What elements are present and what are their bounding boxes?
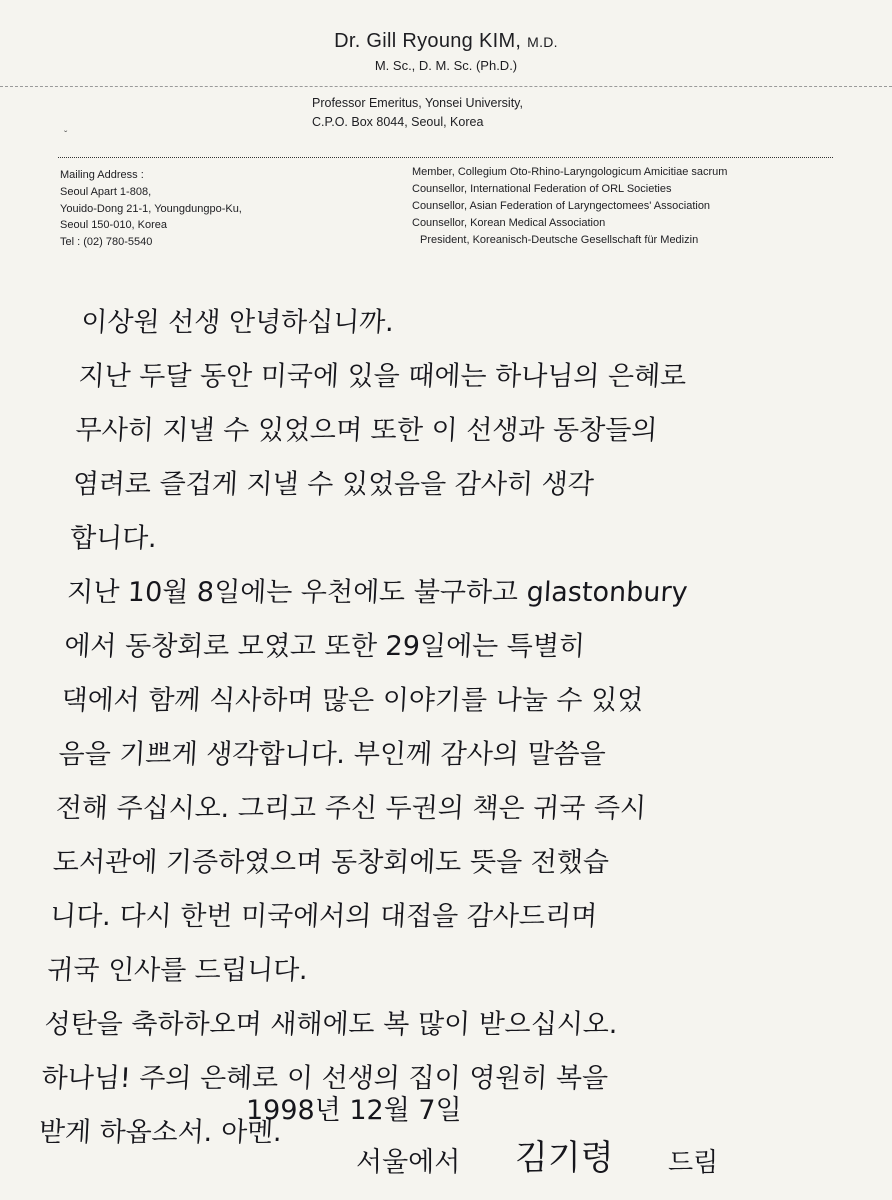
letter-line: 합니다. <box>69 523 158 554</box>
address-line: Seoul 150-010, Korea <box>60 219 168 232</box>
membership-item: Counsellor, Korean Medical Association <box>412 217 606 229</box>
membership-item: President, Koreanisch-Deutsche Gesellschaft für Medizin <box>420 234 699 246</box>
address-line: Seoul Apart 1-808, <box>60 185 152 198</box>
letterhead-name <box>0 30 892 53</box>
letter-line: 성탄을 축하하오며 새해에도 복 많이 받으십시오. <box>43 1009 619 1040</box>
professor-title: Professor Emeritus, Yonsei University, <box>312 96 523 110</box>
membership-item: Counsellor, International Federation of ORL Societies <box>412 183 672 195</box>
membership-item: Counsellor, Asian Federation of Laryngectomees' Association <box>412 200 711 212</box>
mailing-label: Mailing Address : <box>60 169 144 181</box>
postal-box: C.P.O. Box 8044, Seoul, Korea <box>312 115 484 129</box>
letter-date: 1998년 12월 7일 <box>246 1095 462 1126</box>
letter-line: 전해 주십시오. 그리고 주신 두권의 책은 귀국 즉시 <box>54 793 647 824</box>
letter-line: 음을 기쁘게 생각합니다. 부인께 감사의 말씀을 <box>57 739 607 770</box>
letter-line: 에서 동창회로 모였고 또한 29일에는 특별히 <box>63 631 586 662</box>
professor-block <box>312 94 523 132</box>
letter-line: 귀국 인사를 드립니다. <box>46 955 309 986</box>
letter-line: 하나님! 주의 은혜로 이 선생의 집이 영원히 복을 <box>40 1063 609 1094</box>
letter-line: 니다. 다시 한번 미국에서의 대접을 감사드리며 <box>49 901 598 932</box>
letter-line: 지난 10월 8일에는 우천에도 불구하고 glastonbury <box>66 577 689 608</box>
letterhead-divider <box>58 157 833 158</box>
letterhead-degrees: M. Sc., D. M. Sc. (Ph.D.) <box>374 58 518 73</box>
letter-line: 도서관에 기증하였으며 동창회에도 뜻을 전했습 <box>52 847 610 878</box>
membership-list <box>412 164 727 249</box>
letter-line: 지난 두달 동안 미국에 있을 때에는 하나님의 은혜로 <box>77 361 688 392</box>
signature-closing: 드림 <box>668 1148 719 1178</box>
telephone-line: Tel : (02) 780-5540 <box>60 236 153 249</box>
handwritten-letter-body <box>37 296 882 1160</box>
header-divider <box>0 86 892 87</box>
letter-line: 이상원 선생 안녕하십니까. <box>80 307 395 338</box>
punch-mark: ˇ <box>64 130 68 141</box>
letter-line: 무사히 지낼 수 있었으며 또한 이 선생과 동창들의 <box>74 415 659 446</box>
mailing-address <box>60 167 242 251</box>
letter-place: 서울에서 <box>356 1147 461 1178</box>
membership-item: Member, Collegium Oto-Rhino-Laryngologicum Amicitiae sacrum <box>412 166 728 178</box>
doctor-name: Dr. Gill Ryoung KIM, <box>334 30 522 52</box>
letter-line: 받게 하옵소서. 아멘. <box>37 1117 283 1148</box>
letter-line: 염려로 즐겁게 지낼 수 있었음을 감사히 생각 <box>71 469 595 500</box>
address-line: Youido-Dong 21-1, Youngdungpo-Ku, <box>60 202 242 215</box>
signature-name: 김기령 <box>515 1138 614 1178</box>
doctor-title: M.D. <box>527 34 558 50</box>
letter-line: 댁에서 함께 식사하며 많은 이야기를 나눌 수 있었 <box>60 685 644 716</box>
